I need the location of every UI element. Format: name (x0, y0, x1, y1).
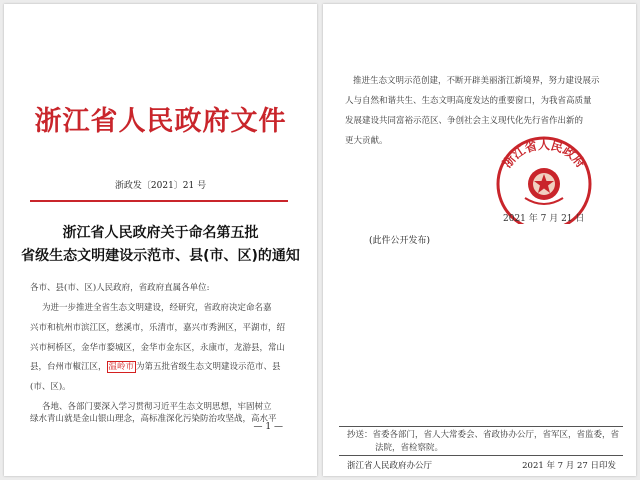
signing-date: 2021 年 7 月 21 日 (503, 214, 585, 224)
issuing-office: 浙江省人民政府办公厅 (347, 461, 433, 471)
body-text-line: 兴市柯桥区，金华市婺城区，金华市金东区，永康市，龙游县，常山 (30, 343, 286, 353)
seal-text: 浙江省人民政府 (500, 137, 588, 171)
cc-list-line-1: 抄送：省委各部门，省人大常委会、省政协办公厅，省军区，省监委，省 (347, 430, 620, 440)
page-number: — 1 — (253, 422, 283, 432)
body-text-line: 为进一步推进全省生态文明建设，经研究，省政府决定命名嘉 (42, 303, 272, 313)
body-text-line: 兴市和杭州市滨江区，慈溪市，乐清市，嘉兴市秀洲区，平湖市，绍 (30, 323, 286, 333)
body-text-line: 推进生态文明示范创建，不断开辟美丽浙江新境界，努力建设展示 (353, 76, 600, 86)
red-divider (30, 200, 288, 202)
body-text-line: 人与自然和谐共生、生态文明高度发达的重要窗口，为我省高质量 (345, 96, 592, 106)
print-date: 2021 年 7 月 27 日印发 (522, 461, 616, 471)
national-emblem-icon (525, 168, 563, 204)
addressee-line: 各市、县(市、区)人民政府，省政府直属各单位: (30, 283, 210, 293)
body-text-line: 各地、各部门要深入学习贯彻习近平生态文明思想，牢固树立 (42, 402, 272, 412)
body-text-segment: 县，台州市椒江区， (30, 362, 107, 372)
document-header-title: 浙江省人民政府文件 (34, 106, 287, 137)
body-text-line (30, 360, 300, 372)
cc-list-line-2: 法院，省检察院。 (375, 443, 444, 453)
body-text-line: (市、区)。 (30, 382, 71, 392)
document-number: 浙政发〔2021〕21 号 (114, 181, 207, 191)
body-text-line: 绿水青山就是金山银山理念，高标准深化污染防治攻坚战，高水平 (30, 414, 277, 424)
document-page-2 (323, 4, 636, 476)
body-text-segment: 为第五批省级生态文明建设示范市、县 (136, 362, 281, 372)
cc-divider-top (339, 426, 623, 427)
body-text-line: 更大贡献。 (345, 136, 388, 146)
notice-title-line-1: 浙江省人民政府关于命名第五批 (62, 225, 259, 241)
publication-note: (此件公开发布) (369, 236, 431, 246)
official-seal (485, 128, 603, 224)
body-text-line: 发展建设共同富裕示范区、争创社会主义现代化先行省作出新的 (345, 116, 584, 126)
notice-title-line-2: 省级生态文明建设示范市、县(市、区)的通知 (21, 248, 300, 264)
highlighted-city-name: 温岭市 (108, 362, 135, 372)
cc-divider-middle (339, 455, 623, 456)
document-page-1 (4, 4, 317, 476)
